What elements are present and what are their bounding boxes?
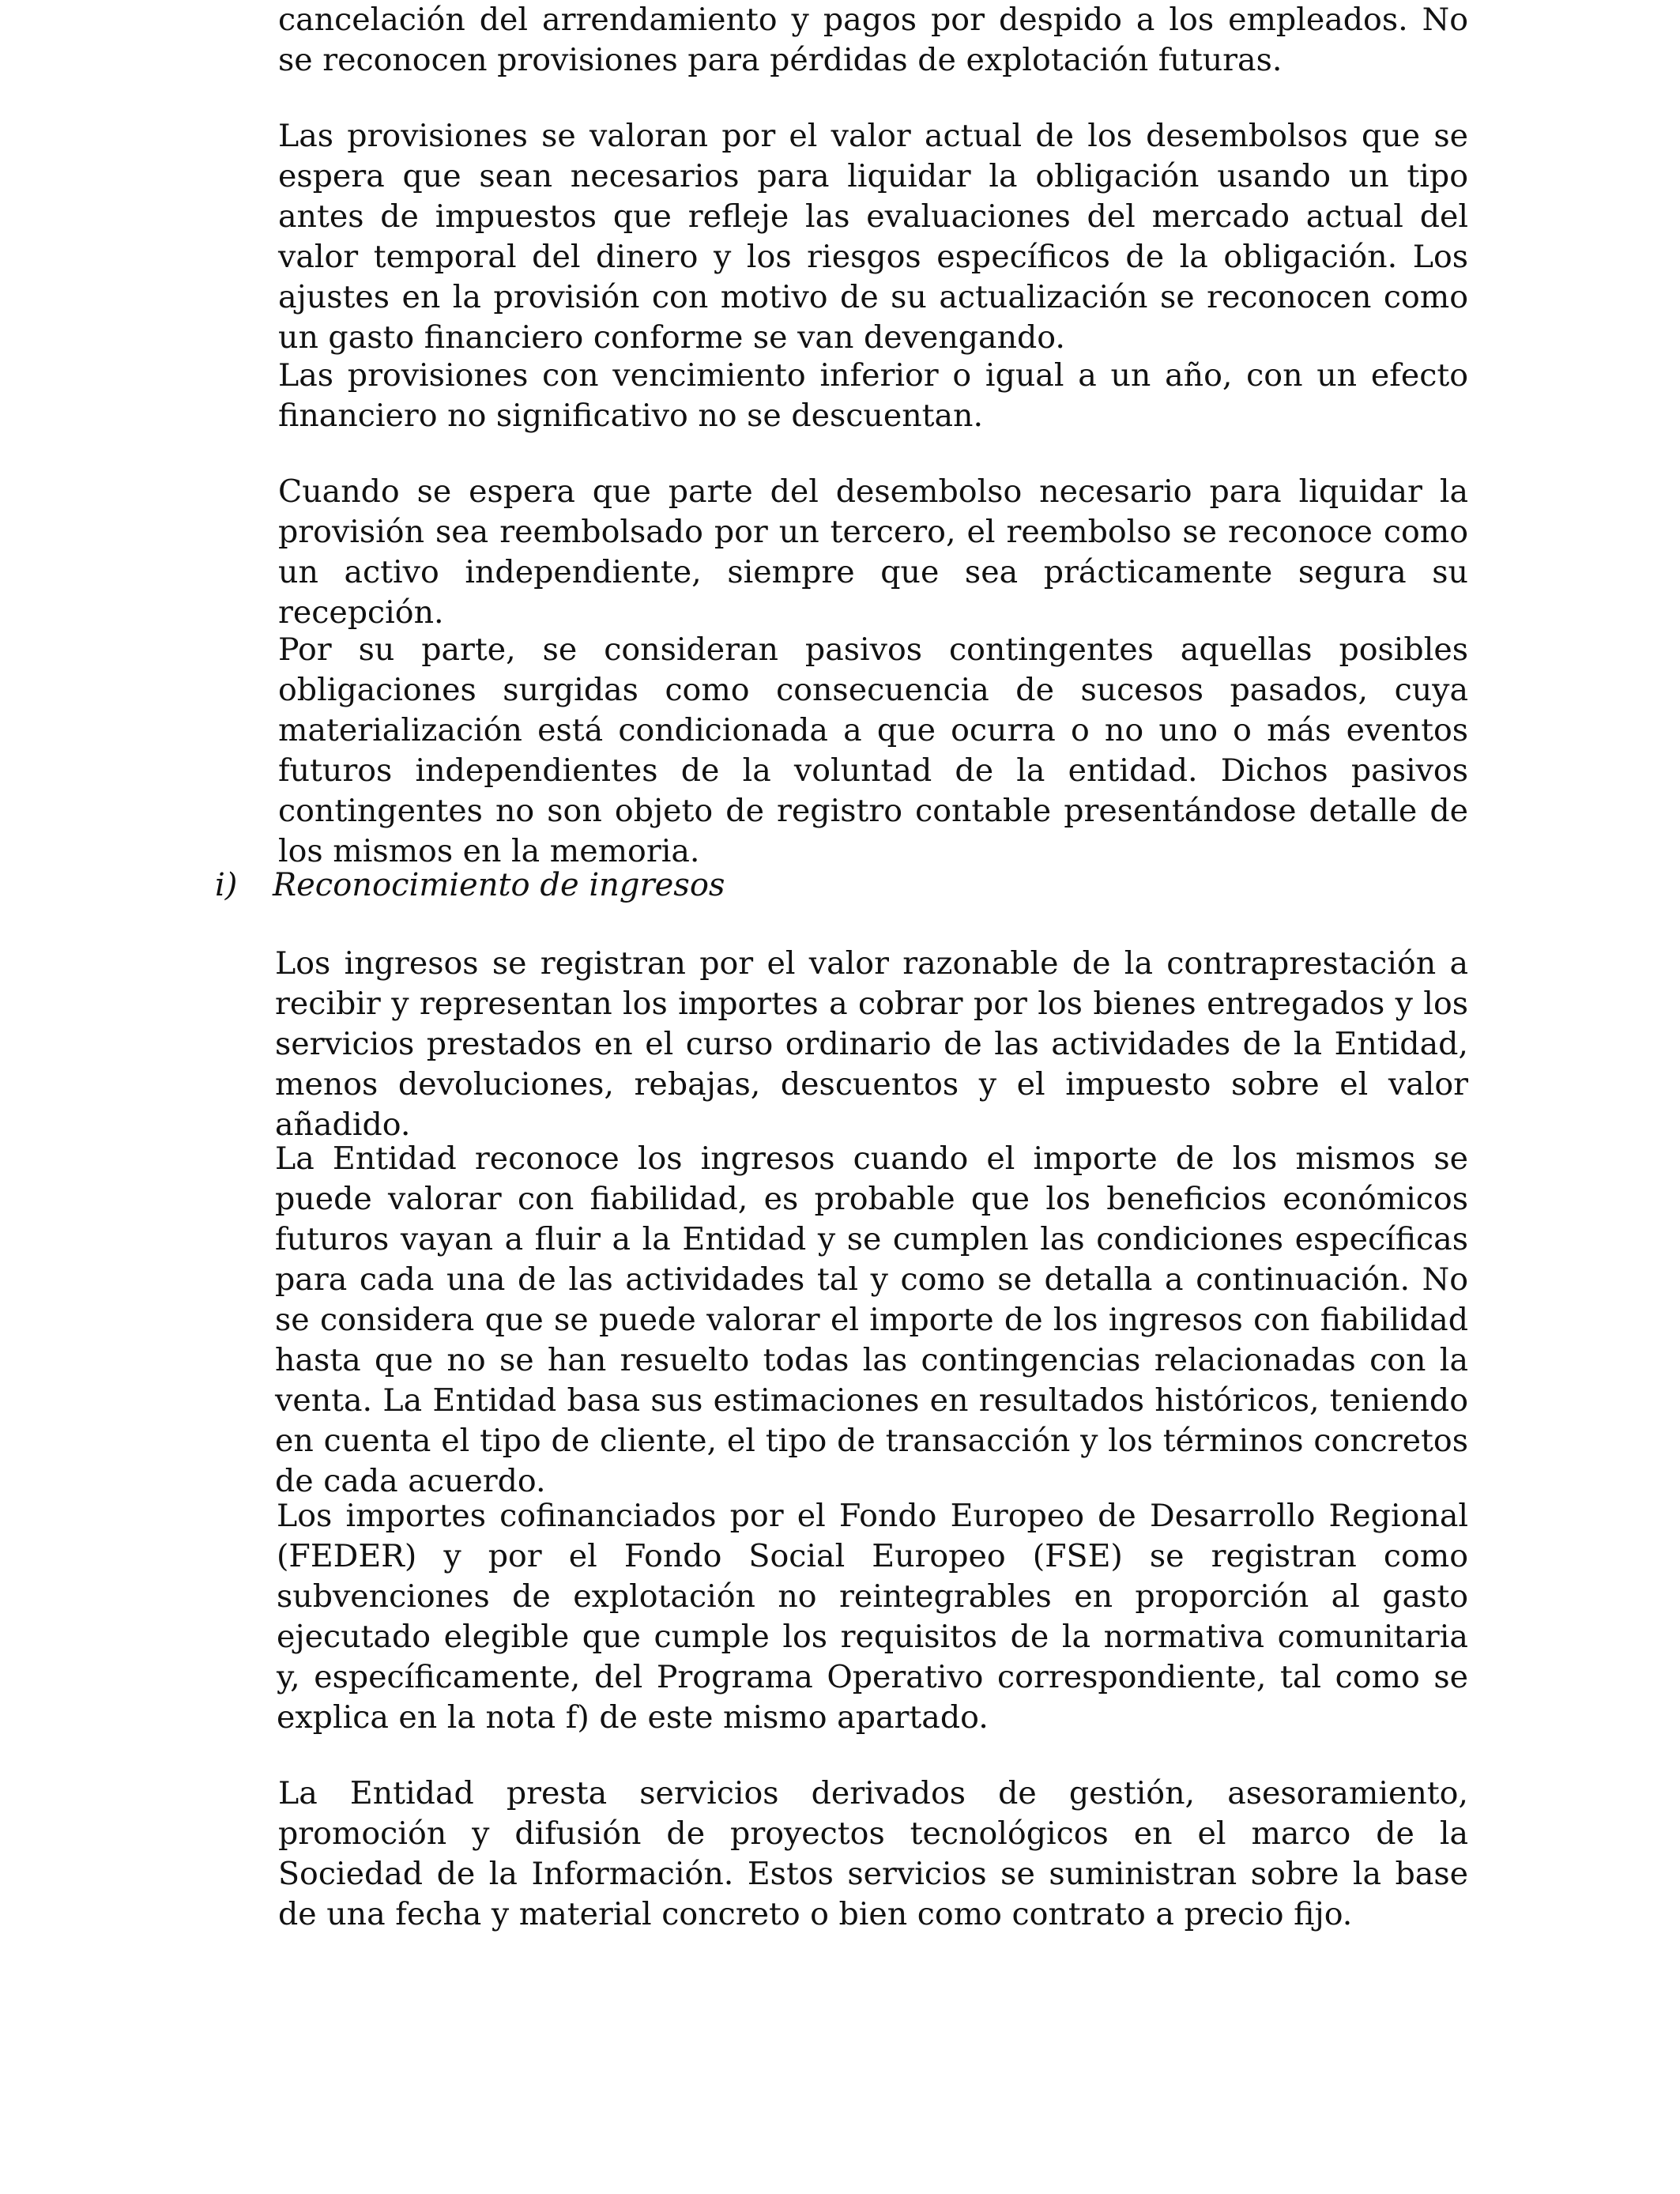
section-heading xyxy=(215,865,1479,906)
paragraph-ingresos-servicios: La Entidad presta servicios derivados de gestión, asesoramiento, promoción y difusión de proyectos tecnológicos en el marco de la Sociedad de la Información. Estos servicios se suministran sobre la base de una fecha y material concreto o bien como contrato a precio fijo. xyxy=(278,1775,1468,1932)
paragraph-provisiones-intro-end: cancelación del arrendamiento y pagos por despido a los empleados. No se reconocen provisiones para pérdidas de explotación futuras. xyxy=(278,2,1468,78)
paragraph-ingresos-reconocimiento: La Entidad reconoce los ingresos cuando el importe de los mismos se puede valorar con fiabilidad, es probable que los beneficios económicos futuros vayan a fluir a la Entidad y se cumplen las condiciones específicas para cada una de las actividades tal y como se detalla a continuación. No se considera que se puede valorar el importe de los ingresos con fiabilidad hasta que no se han resuelto todas las contingencias relacionadas con la venta. La Entidad basa sus estimaciones en resultados históricos, teniendo en cuenta el tipo de cliente, el tipo de transacción y los términos concretos de cada acuerdo. xyxy=(275,1140,1468,1499)
section-marker: i) xyxy=(215,867,238,903)
paragraph-provisiones-vencimiento: Las provisiones con vencimiento inferior o igual a un año, con un efecto financiero no significativo no se descuentan. xyxy=(278,357,1468,434)
paragraph-provisiones-valoracion: Las provisiones se valoran por el valor actual de los desembolsos que se espera que sean necesarios para liquidar la obligación usando un tipo antes de impuestos que refleje las evaluaciones del mercado actual del valor temporal del dinero y los riesgos específicos de la obligación. Los ajustes en la provisión con motivo de su actualización se reconocen como un gasto financiero conforme se van devengando. xyxy=(278,118,1468,356)
section-title: Reconocimiento de ingresos xyxy=(273,867,725,903)
paragraph-ingresos-cofinanciados: Los importes cofinanciados por el Fondo Europeo de Desarrollo Regional (FEDER) y por el Fondo Social Europeo (FSE) se registran como subvenciones de explotación no reintegrables en proporción al gasto ejecutado elegible que cumple los requisitos de la normativa comunitaria y, específicamente, del Programa Operativo correspondiente, tal como se explica en la nota f) de este mismo apartado. xyxy=(277,1498,1468,1736)
paragraph-pasivos-contingentes: Por su parte, se consideran pasivos contingentes aquellas posibles obligaciones surgidas como consecuencia de sucesos pasados, cuya materialización está condicionada a que ocurra o no uno o más eventos futuros independientes de la voluntad de la entidad. Dichos pasivos contingentes no son objeto de registro contable presentándose detalle de los mismos en la memoria. xyxy=(278,631,1468,869)
paragraph-provisiones-reembolso: Cuando se espera que parte del desembolso necesario para liquidar la provisión sea reembolsado por un tercero, el reembolso se reconoce como un activo independiente, siempre que sea prácticamente segura su recepción. xyxy=(278,473,1468,631)
paragraph-ingresos-registro: Los ingresos se registran por el valor razonable de la contraprestación a recibir y representan los importes a cobrar por los bienes entregados y los servicios prestados en el curso ordinario de las actividades de la Entidad, menos devoluciones, rebajas, descuentos y el impuesto sobre el valor añadido. xyxy=(275,945,1468,1143)
